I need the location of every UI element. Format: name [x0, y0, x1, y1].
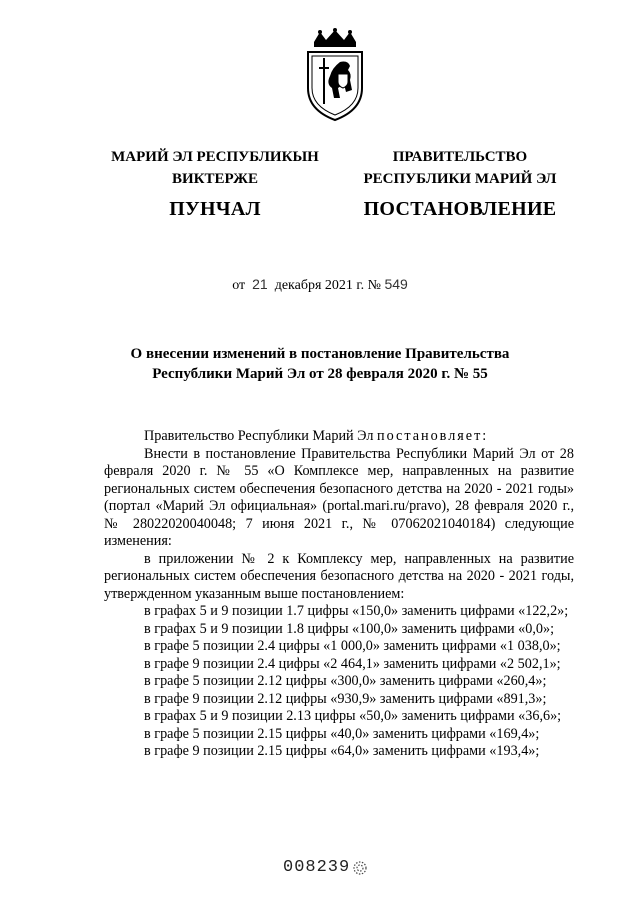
- date-line: [0, 276, 640, 294]
- header-left-line2: ВИКТЕРЖЕ: [171, 171, 259, 187]
- body-paragraph: [104, 428, 574, 446]
- body-paragraph: в графе 5 позиции 2.12 цифры «300,0» заменить цифрами «260,4»;: [144, 673, 547, 689]
- header-left-title: ПУНЧАЛ: [169, 198, 261, 220]
- body-paragraph: в графе 5 позиции 2.4 цифры «1 000,0» заменить цифрами «1 038,0»;: [144, 638, 561, 654]
- header-right-line2: РЕСПУБЛИКИ МАРИЙ ЭЛ: [363, 171, 557, 187]
- body-paragraph: в приложении № 2 к Комплексу мер, направленных на развитие региональных систем обеспечения безопасного детства на 2020 - 2021 годы, утвержденном указанным выше постановлением:: [104, 550, 574, 602]
- body-paragraph: Внести в постановление Правительства Республики Марий Эл от 28 февраля 2020 г. № 55 «О Комплексе мер, направленных на развитие региональных систем обеспечения безопасного детства на 2020 - 2021 годы» (портал «Марий Эл официальная» (portal.mari.ru/pravo), 28 февраля 2020 г., № 28022020040048; 7 июня 2021 г., № 07062021040184) следующие изменения:: [104, 445, 574, 549]
- body-paragraph: в графах 5 и 9 позиции 1.8 цифры «100,0» заменить цифрами «0,0»;: [144, 620, 555, 637]
- stamp-mark-icon: [352, 860, 368, 876]
- body-paragraph: в графе 5 позиции 2.15 цифры «40,0» заменить цифрами «169,4»;: [144, 725, 540, 742]
- body-paragraph: в графах 5 и 9 позиции 1.7 цифры «150,0» заменить цифрами «122,2»;: [144, 603, 569, 619]
- body-paragraph: в графе 9 позиции 2.12 цифры «930,9» заменить цифрами «891,3»;: [144, 690, 547, 707]
- body-paragraph: в графах 5 и 9 позиции 2.13 цифры «50,0» заменить цифрами «36,6»;: [144, 708, 562, 724]
- header-right-title: ПОСТАНОВЛЕНИЕ: [363, 198, 557, 220]
- header-right-line1: ПРАВИТЕЛЬСТВО: [392, 149, 528, 165]
- document-body: [104, 428, 574, 761]
- title-line-2: Республики Марий Эл от 28 февраля 2020 г. № 55: [152, 366, 488, 382]
- date-day: 21: [252, 276, 268, 292]
- title-line-1: О внесении изменений в постановление Правительства: [130, 346, 510, 362]
- document-title: [100, 344, 540, 384]
- date-prefix: от: [232, 278, 246, 293]
- body-paragraph: в графе 9 позиции 2.4 цифры «2 464,1» заменить цифрами «2 502,1»;: [144, 655, 561, 672]
- coat-of-arms-icon: [300, 28, 370, 122]
- body-p0-b: постановляет:: [376, 428, 489, 444]
- header-left-block: [90, 146, 340, 220]
- body-p0-a: Правительство Республики Марий Эл: [144, 428, 377, 444]
- header-right-block: [345, 146, 575, 220]
- document-number: 549: [384, 276, 408, 292]
- body-paragraph: в графе 9 позиции 2.15 цифры «64,0» заменить цифрами «193,4»;: [144, 743, 540, 759]
- footer-serial-number: 008239: [283, 858, 351, 877]
- date-month-year: декабря 2021 г. №: [274, 278, 381, 293]
- header-left-line1: МАРИЙ ЭЛ РЕСПУБЛИКЫН: [111, 149, 319, 165]
